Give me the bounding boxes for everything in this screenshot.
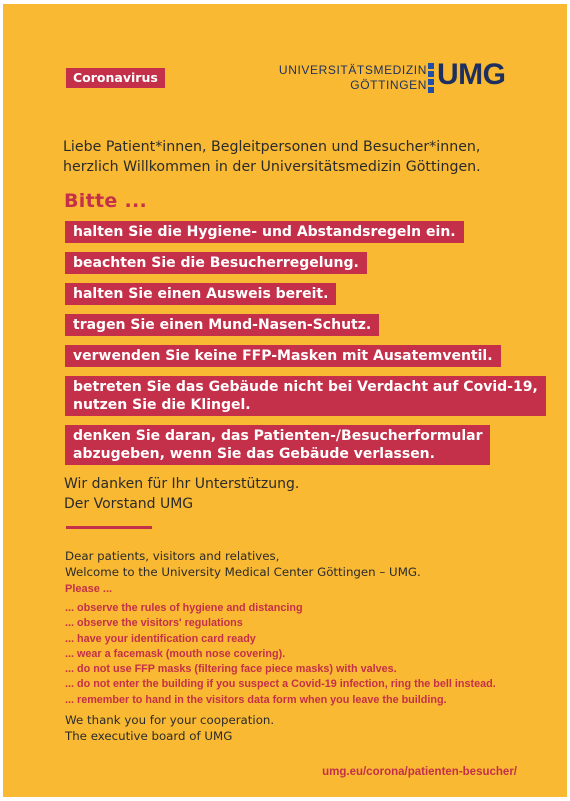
english-please-heading: Please ... — [65, 583, 113, 595]
english-request-item: ... remember to hand in the visitors data form when you leave the building. — [65, 693, 447, 706]
info-url-link[interactable]: umg.eu/corona/patienten-besucher/ — [322, 766, 517, 778]
german-request-item: denken Sie daran, das Patienten-/Besucherformular abzugeben, wenn Sie das Gebäude verlassen. — [65, 425, 490, 465]
logo-bar-icon — [428, 63, 434, 93]
english-thanks: We thank you for your cooperation. The executive board of UMG — [65, 713, 275, 743]
logo-line-1: UNIVERSITÄTSMEDIZIN — [278, 63, 427, 77]
german-request-item: betreten Sie das Gebäude nicht bei Verdacht auf Covid-19, nutzen Sie die Klingel. — [65, 376, 546, 416]
english-request-list — [65, 601, 496, 708]
logo-line-2: GÖTTINGEN — [350, 78, 427, 92]
english-request-item: ... do not use FFP masks (filtering face piece masks) with valves. — [65, 663, 397, 676]
coronavirus-tag: Coronavirus — [66, 68, 165, 88]
german-request-item: beachten Sie die Besucherregelung. — [65, 252, 367, 274]
english-request-item: ... do not enter the building if you suspect a Covid-19 infection, ring the bell instead. — [65, 678, 496, 691]
german-request-item: halten Sie einen Ausweis bereit. — [65, 283, 336, 305]
logo-wordmark — [277, 63, 427, 93]
divider — [66, 526, 152, 529]
german-intro: Liebe Patient*innen, Begleitpersonen und Besucher*innen, herzlich Willkommen in der Universitätsmedizin Göttingen. — [63, 139, 481, 175]
logo-mark: UMG — [437, 58, 506, 91]
english-request-item: ... observe the visitors' regulations — [65, 617, 243, 630]
german-request-item: halten Sie die Hygiene- und Abstandsregeln ein. — [65, 221, 464, 243]
poster — [3, 4, 567, 797]
german-request-item: tragen Sie einen Mund-Nasen-Schutz. — [65, 314, 379, 336]
english-request-item: ... have your identification card ready — [65, 632, 256, 645]
english-request-item: ... wear a facemask (mouth nose covering). — [65, 647, 286, 660]
german-request-item: verwenden Sie keine FFP-Masken mit Ausatemventil. — [65, 345, 501, 367]
english-intro: Dear patients, visitors and relatives, Welcome to the University Medical Center Göttingen – UMG. — [65, 549, 421, 579]
german-thanks: Wir danken für Ihr Unterstützung. Der Vorstand UMG — [64, 476, 300, 512]
english-request-item: ... observe the rules of hygiene and distancing — [65, 602, 303, 614]
german-please-heading: Bitte ... — [64, 190, 148, 212]
german-request-list — [65, 221, 546, 474]
